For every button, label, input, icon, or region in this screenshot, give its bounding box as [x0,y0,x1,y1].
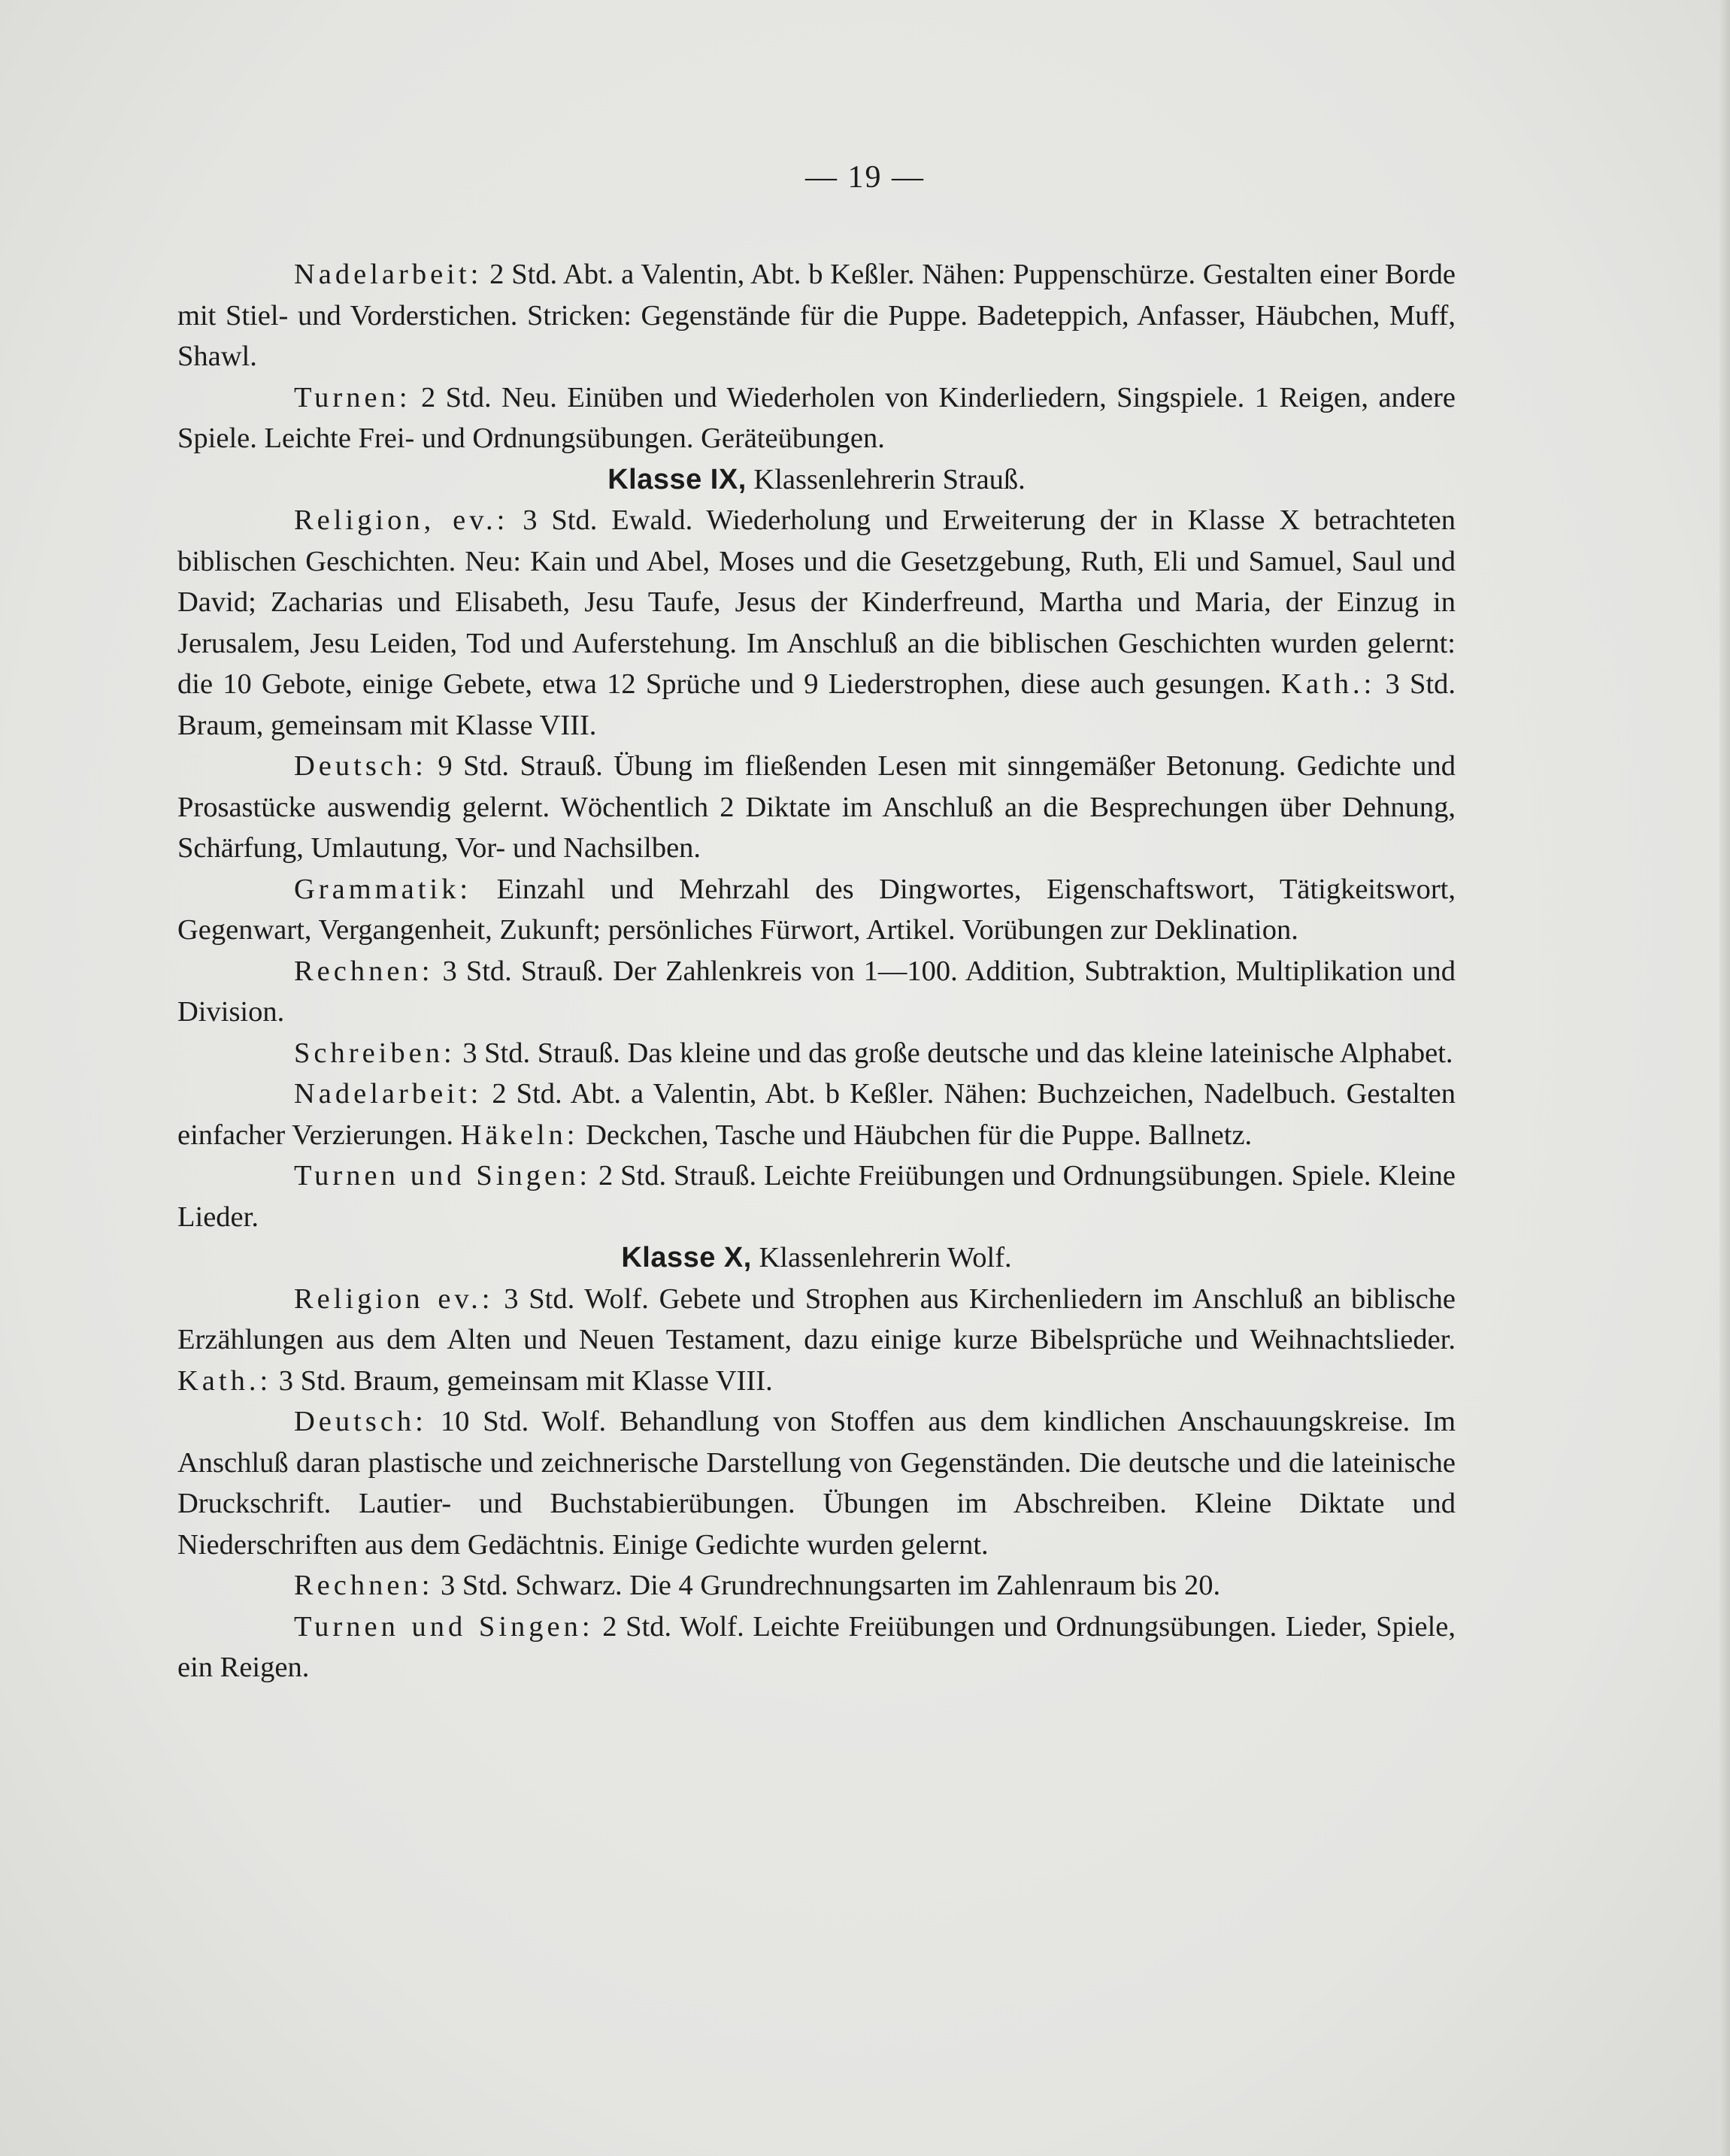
page-edge-shadow [1719,0,1730,2156]
subject-label: Rechnen: [294,1570,434,1601]
subject-label: Kath.: [1281,668,1376,700]
subject-label: Grammatik: [294,873,472,905]
paragraph-text: 3 Std. Strauß. Das kleine und das große deutsche und das kleine lateinische Alphabet. [462,1037,1453,1069]
heading-klasse-ix [177,459,1456,501]
paragraph-religion-x [177,1279,1456,1402]
paragraph-deutsch-x [177,1401,1456,1565]
subject-label: Nadelarbeit: [294,259,483,290]
subject-label: Turnen und Singen: [294,1160,592,1192]
paragraph-schreiben-ix [177,1033,1456,1074]
paragraph-text: 2 Std. Abt. a Valentin, Abt. b Keßler. Nähen: Buchzeichen, Nadelbuch. Gestalten einfacher Verzierungen. [177,1078,1456,1151]
subject-label: Schreiben: [294,1037,456,1069]
paragraph-grammatik-ix [177,869,1456,951]
body-text [177,254,1456,1688]
heading-klasse-x [177,1237,1456,1279]
subject-label: Religion ev.: [294,1282,494,1315]
heading-class-name: Klasse IX, [607,463,747,495]
paragraph-turnen-viii [177,377,1456,459]
subject-label: Kath.: [177,1364,272,1397]
subject-label: Deutsch: [294,1406,427,1437]
subject-label: Turnen und Singen: [294,1610,594,1643]
paragraph-text: 2 Std. Wolf. Leichte Freiübungen und Ordnungsübungen. Lieder, Spiele, ein Reigen. [177,1610,1456,1683]
paragraph-text: 3 Std. Braum, gemeinsam mit Klasse VIII. [278,1364,773,1397]
paragraph-text: 3 Std. Braum, gemeinsam mit Klasse VIII. [177,668,1456,741]
heading-teacher: Klassenlehrerin Wolf. [759,1242,1012,1273]
paragraph-text: 3 Std. Wolf. Gebete und Strophen aus Kirchenliedern im Anschluß an biblische Erzählungen aus dem Alten und Neuen Testament, dazu einige kurze Bibelsprüche und Weihnachtslieder. [177,1282,1456,1355]
paragraph-nadelarbeit-viii [177,254,1456,377]
paragraph-turnen-x [177,1606,1456,1688]
paragraph-text: 2 Std. Neu. Einüben und Wiederholen von Kinderliedern, Singspiele. 1 Reigen, andere Spiele. Leichte Frei- und Ordnungsübungen. Geräteübungen. [177,381,1456,454]
heading-teacher: Klassenlehrerin Strauß. [753,463,1026,495]
paragraph-text: 9 Std. Strauß. Übung im fließenden Lesen mit sinngemäßer Betonung. Gedichte und Prosastücke auswendig gelernt. Wöchentlich 2 Diktate im Anschluß an die Besprechungen über Dehnung, Schärfung, Umlautung, Vor- und Nachsilben. [177,750,1456,864]
paragraph-text: 2 Std. Abt. a Valentin, Abt. b Keßler. Nähen: Puppenschürze. Gestalten einer Borde mit Stiel- und Vorderstichen. Stricken: Gegenstände für die Puppe. Badeteppich, Anfasser, Häubchen, Muff, Shawl. [177,259,1456,372]
paragraph-rechnen-x [177,1565,1456,1606]
paragraph-text: Deckchen, Tasche und Häubchen für die Puppe. Ballnetz. [586,1119,1253,1151]
subject-label: Deutsch: [294,750,427,782]
paragraph-text: 10 Std. Wolf. Behandlung von Stoffen aus dem kindlichen Anschauungskreise. Im Anschluß daran plastische und zeichnerische Darstellung von Gegenständen. Die deutsche und die lateinische Druckschrift. Lautier- und Buchstabierübungen. Übungen im Abschreiben. Kleine Diktate und Niederschriften aus dem Gedächtnis. Einige Gedichte wurden gelernt. [177,1406,1456,1561]
paragraph-text: 3 Std. Strauß. Der Zahlenkreis von 1—100. Addition, Subtraktion, Multiplikation und Division. [177,955,1456,1028]
paragraph-turnen-ix [177,1155,1456,1237]
subject-label: Religion, ev.: [294,504,509,536]
page-number: — 19 — [805,160,925,195]
heading-class-name: Klasse X, [621,1242,752,1273]
paragraph-text: 3 Std. Schwarz. Die 4 Grundrechnungsarten im Zahlenraum bis 20. [441,1570,1221,1601]
paragraph-text: 3 Std. Ewald. Wiederholung und Erweiterung der in Klasse X betrachteten biblischen Geschichten. Neu: Kain und Abel, Moses und die Gesetzgebung, Ruth, Eli und Samuel, Saul und David; Zacharias und Elisabeth, Jesu Taufe, Jesus der Kinderfreund, Martha und Maria, der Einzug in Jerusalem, Jesu Leiden, Tod und Auferstehung. Im Anschluß an die biblischen Geschichten wurden gelernt: die 10 Gebote, einige Gebete, etwa 12 Sprüche und 9 Liederstrophen, diese auch gesungen. [177,504,1456,700]
subject-label: Häkeln: [460,1119,579,1151]
paragraph-nadelarbeit-ix [177,1073,1456,1155]
subject-label: Nadelarbeit: [294,1078,483,1110]
paragraph-deutsch-ix [177,746,1456,869]
subject-label: Turnen: [294,381,411,413]
subject-label: Rechnen: [294,955,434,987]
paragraph-text: 2 Std. Strauß. Leichte Freiübungen und Ordnungsübungen. Spiele. Kleine Lieder. [177,1160,1456,1233]
paragraph-text: Einzahl und Mehrzahl des Dingwortes, Eigenschaftswort, Tätigkeitswort, Gegenwart, Vergangenheit, Zukunft; persönliches Fürwort, Artikel. Vorübungen zur Deklination. [177,873,1456,946]
paragraph-religion-ix [177,500,1456,746]
paragraph-rechnen-ix [177,951,1456,1033]
